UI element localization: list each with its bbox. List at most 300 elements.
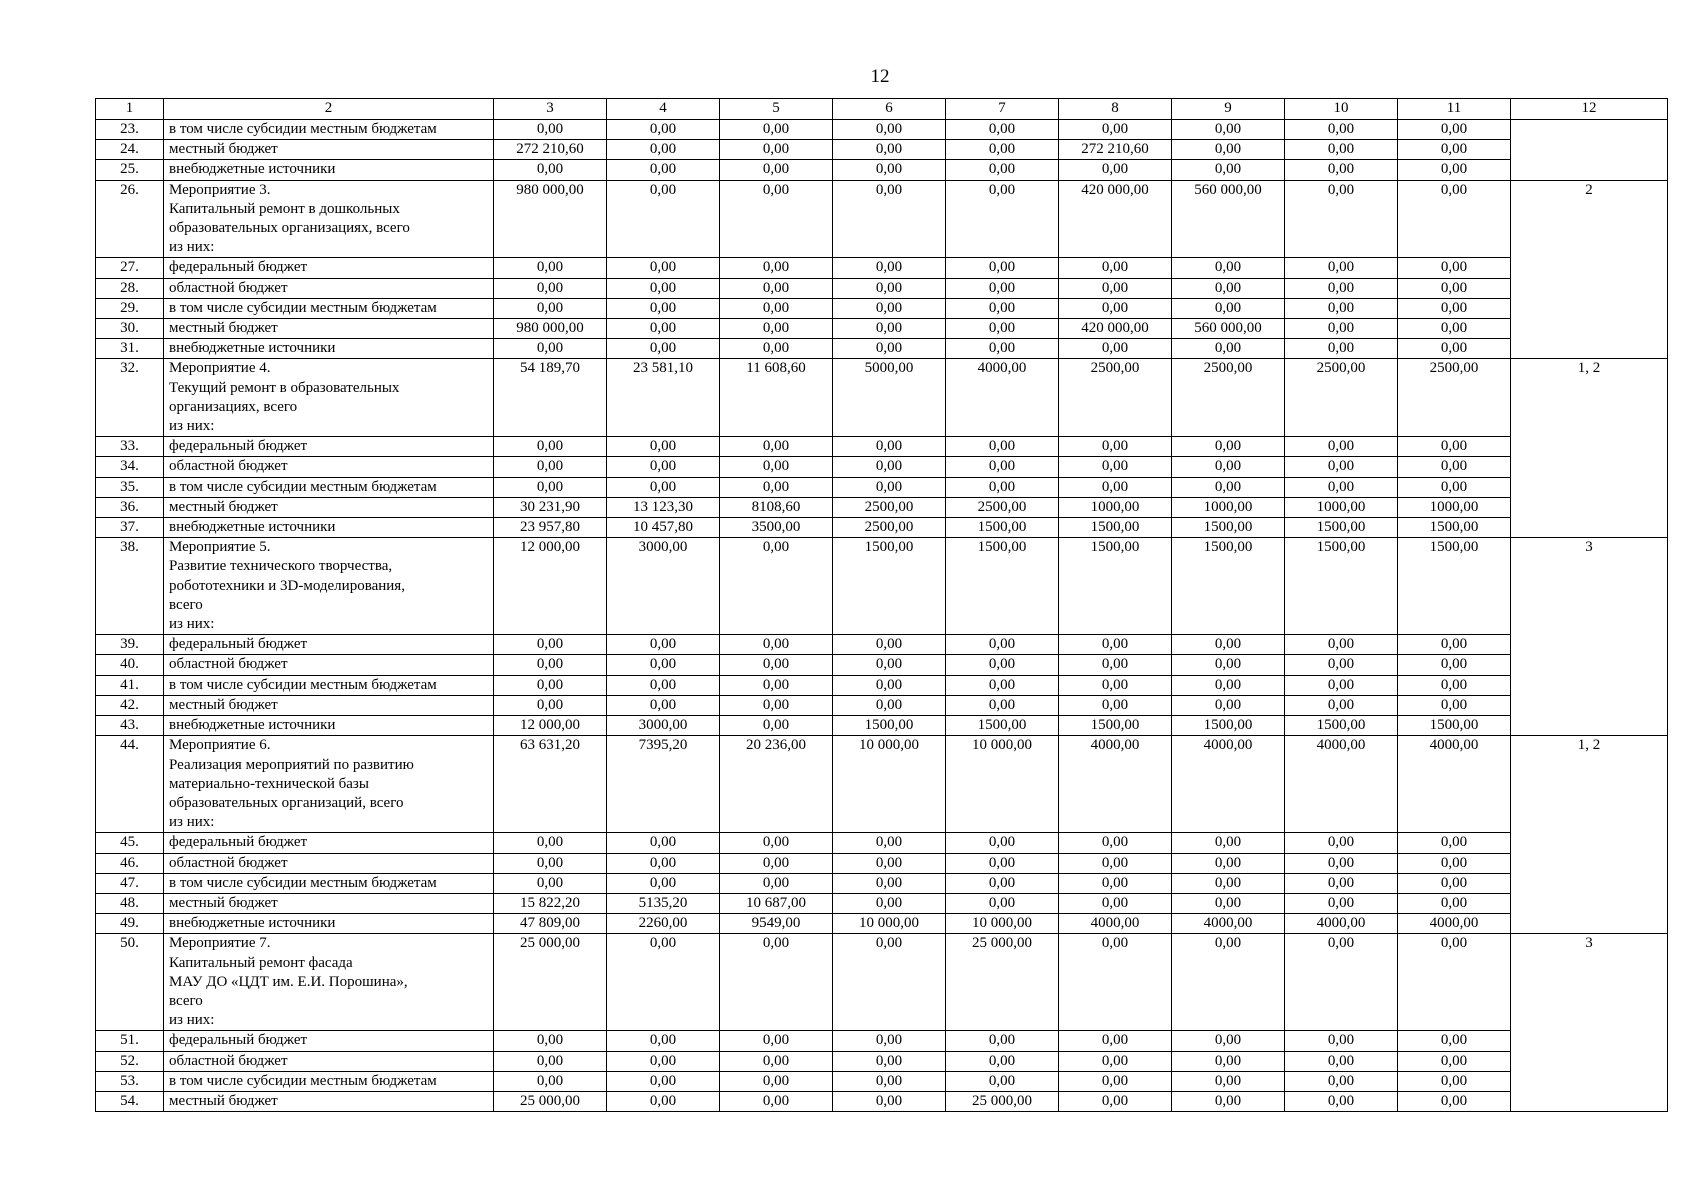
value-cell: 54 189,70 — [494, 359, 607, 437]
value-cell: 0,00 — [946, 477, 1059, 497]
value-cell: 0,00 — [720, 716, 833, 736]
value-cell: 0,00 — [1285, 339, 1398, 359]
value-cell: 1500,00 — [1059, 716, 1172, 736]
value-cell: 1500,00 — [946, 716, 1059, 736]
task-reference-cell — [1511, 120, 1668, 181]
table-row — [96, 538, 1668, 635]
row-name-line: в том числе субсидии местным бюджетам — [169, 478, 437, 495]
value-cell: 63 631,20 — [494, 736, 607, 833]
row-name — [164, 538, 494, 635]
value-cell: 0,00 — [1059, 339, 1172, 359]
table-row — [96, 140, 1668, 160]
value-cell: 0,00 — [1398, 180, 1511, 258]
value-cell: 0,00 — [1059, 833, 1172, 853]
row-name — [164, 934, 494, 1031]
value-cell: 0,00 — [1398, 298, 1511, 318]
value-cell: 0,00 — [720, 853, 833, 873]
value-cell: 0,00 — [1398, 160, 1511, 180]
value-cell: 0,00 — [494, 635, 607, 655]
value-cell: 3000,00 — [607, 716, 720, 736]
value-cell: 0,00 — [1398, 873, 1511, 893]
row-number: 35. — [96, 477, 164, 497]
value-cell: 0,00 — [720, 1091, 833, 1111]
value-cell: 0,00 — [1172, 1031, 1285, 1051]
value-cell: 0,00 — [946, 319, 1059, 339]
value-cell: 0,00 — [1172, 934, 1285, 1031]
row-name-line: из них: — [169, 418, 215, 435]
value-cell: 0,00 — [720, 1071, 833, 1091]
value-cell: 0,00 — [1285, 893, 1398, 913]
task-reference-cell: 2 — [1511, 180, 1668, 359]
value-cell: 0,00 — [494, 298, 607, 318]
value-cell: 0,00 — [946, 457, 1059, 477]
row-number: 49. — [96, 914, 164, 934]
value-cell: 3500,00 — [720, 518, 833, 538]
row-number: 42. — [96, 695, 164, 715]
row-name-line: внебюджетные источники — [169, 519, 336, 536]
table-row — [96, 437, 1668, 457]
value-cell: 10 000,00 — [833, 914, 946, 934]
value-cell: 0,00 — [1285, 934, 1398, 1031]
value-cell: 420 000,00 — [1059, 319, 1172, 339]
value-cell: 12 000,00 — [494, 716, 607, 736]
value-cell: 0,00 — [1285, 655, 1398, 675]
row-name — [164, 695, 494, 715]
row-number: 39. — [96, 635, 164, 655]
row-name — [164, 140, 494, 160]
value-cell: 0,00 — [1398, 1091, 1511, 1111]
value-cell: 0,00 — [1285, 1091, 1398, 1111]
row-name-line: Реализация мероприятий по развитию — [169, 756, 414, 773]
header-cell: 5 — [720, 99, 833, 120]
table-row — [96, 298, 1668, 318]
value-cell: 0,00 — [1285, 120, 1398, 140]
row-name-line: федеральный бюджет — [169, 834, 308, 851]
value-cell: 0,00 — [720, 278, 833, 298]
row-name — [164, 655, 494, 675]
value-cell: 980 000,00 — [494, 319, 607, 339]
row-name-line: федеральный бюджет — [169, 438, 308, 455]
header-cell: 4 — [607, 99, 720, 120]
value-cell: 0,00 — [1398, 675, 1511, 695]
value-cell: 0,00 — [946, 833, 1059, 853]
table-row — [96, 339, 1668, 359]
value-cell: 0,00 — [1285, 833, 1398, 853]
value-cell: 5000,00 — [833, 359, 946, 437]
value-cell: 2500,00 — [1059, 359, 1172, 437]
row-name-line: Капитальный ремонт фасада — [169, 954, 353, 971]
row-name-line: Текущий ремонт в образовательных — [169, 379, 400, 396]
row-number: 48. — [96, 893, 164, 913]
row-name-line: Мероприятие 5. — [169, 539, 271, 556]
value-cell: 0,00 — [1172, 437, 1285, 457]
row-name-line: из них: — [169, 814, 215, 831]
value-cell: 0,00 — [607, 258, 720, 278]
value-cell: 4000,00 — [1172, 914, 1285, 934]
table-row — [96, 655, 1668, 675]
value-cell: 0,00 — [1398, 893, 1511, 913]
value-cell: 0,00 — [494, 120, 607, 140]
value-cell: 0,00 — [1285, 140, 1398, 160]
row-number: 50. — [96, 934, 164, 1031]
row-name — [164, 258, 494, 278]
value-cell: 0,00 — [607, 298, 720, 318]
row-number: 30. — [96, 319, 164, 339]
value-cell: 10 000,00 — [946, 914, 1059, 934]
value-cell: 0,00 — [607, 1031, 720, 1051]
value-cell: 0,00 — [494, 655, 607, 675]
value-cell: 0,00 — [1285, 258, 1398, 278]
value-cell: 25 000,00 — [946, 934, 1059, 1031]
value-cell: 0,00 — [720, 1051, 833, 1071]
value-cell: 0,00 — [1059, 635, 1172, 655]
table-row — [96, 934, 1668, 1031]
table-row — [96, 1031, 1668, 1051]
row-name-line: материально-технической базы — [169, 775, 369, 792]
row-name — [164, 1091, 494, 1111]
value-cell: 0,00 — [607, 339, 720, 359]
value-cell: 0,00 — [720, 675, 833, 695]
value-cell: 0,00 — [833, 120, 946, 140]
value-cell: 0,00 — [1285, 437, 1398, 457]
value-cell: 0,00 — [946, 675, 1059, 695]
value-cell: 0,00 — [1285, 1071, 1398, 1091]
row-name — [164, 359, 494, 437]
value-cell: 0,00 — [1398, 1071, 1511, 1091]
table-row — [96, 675, 1668, 695]
table-row — [96, 477, 1668, 497]
value-cell: 0,00 — [1172, 893, 1285, 913]
row-name-line: областной бюджет — [169, 458, 288, 475]
row-name-line: в том числе субсидии местным бюджетам — [169, 299, 437, 316]
header-cell: 8 — [1059, 99, 1172, 120]
task-reference-cell: 1, 2 — [1511, 359, 1668, 538]
value-cell: 0,00 — [1398, 695, 1511, 715]
value-cell: 0,00 — [1172, 278, 1285, 298]
value-cell: 1000,00 — [1059, 497, 1172, 517]
value-cell: 0,00 — [833, 160, 946, 180]
row-name-line: в том числе субсидии местным бюджетам — [169, 121, 437, 137]
value-cell: 0,00 — [1398, 655, 1511, 675]
row-number: 40. — [96, 655, 164, 675]
table-row — [96, 893, 1668, 913]
row-name — [164, 1071, 494, 1091]
value-cell: 0,00 — [833, 258, 946, 278]
task-reference-cell: 1, 2 — [1511, 736, 1668, 934]
value-cell: 0,00 — [946, 160, 1059, 180]
value-cell: 0,00 — [607, 873, 720, 893]
value-cell: 1500,00 — [1172, 518, 1285, 538]
value-cell: 0,00 — [1285, 675, 1398, 695]
row-number: 43. — [96, 716, 164, 736]
value-cell: 0,00 — [607, 1071, 720, 1091]
value-cell: 2500,00 — [1398, 359, 1511, 437]
value-cell: 15 822,20 — [494, 893, 607, 913]
value-cell: 0,00 — [720, 120, 833, 140]
value-cell: 0,00 — [946, 120, 1059, 140]
value-cell: 0,00 — [946, 1031, 1059, 1051]
budget-table — [95, 98, 1668, 1112]
table-row — [96, 853, 1668, 873]
value-cell: 980 000,00 — [494, 180, 607, 258]
table-row — [96, 518, 1668, 538]
value-cell: 0,00 — [1285, 1031, 1398, 1051]
row-name-line: из них: — [169, 1012, 215, 1029]
row-name — [164, 437, 494, 457]
table-row — [96, 1051, 1668, 1071]
value-cell: 4000,00 — [1285, 914, 1398, 934]
value-cell: 0,00 — [607, 477, 720, 497]
row-name-line: Мероприятие 7. — [169, 935, 271, 952]
value-cell: 0,00 — [1398, 258, 1511, 278]
row-name — [164, 914, 494, 934]
value-cell: 0,00 — [1172, 675, 1285, 695]
header-row — [96, 99, 1668, 120]
value-cell: 0,00 — [607, 695, 720, 715]
value-cell: 0,00 — [946, 873, 1059, 893]
value-cell: 0,00 — [720, 934, 833, 1031]
value-cell: 0,00 — [607, 457, 720, 477]
value-cell: 0,00 — [1059, 675, 1172, 695]
value-cell: 1500,00 — [1172, 538, 1285, 635]
value-cell: 0,00 — [1398, 635, 1511, 655]
value-cell: 1500,00 — [946, 518, 1059, 538]
row-name-line: местный бюджет — [169, 498, 278, 515]
row-number: 24. — [96, 140, 164, 160]
row-name-line: Мероприятие 4. — [169, 360, 271, 377]
value-cell: 0,00 — [1059, 853, 1172, 873]
value-cell: 0,00 — [1285, 635, 1398, 655]
value-cell: 1500,00 — [1285, 518, 1398, 538]
value-cell: 0,00 — [494, 1071, 607, 1091]
value-cell: 4000,00 — [1172, 736, 1285, 833]
value-cell: 0,00 — [1059, 1051, 1172, 1071]
value-cell: 0,00 — [1172, 120, 1285, 140]
row-name — [164, 278, 494, 298]
value-cell: 4000,00 — [1059, 914, 1172, 934]
table-row — [96, 180, 1668, 258]
value-cell: 8108,60 — [720, 497, 833, 517]
value-cell: 0,00 — [946, 853, 1059, 873]
value-cell: 2500,00 — [833, 497, 946, 517]
header-cell: 11 — [1398, 99, 1511, 120]
value-cell: 5135,20 — [607, 893, 720, 913]
value-cell: 0,00 — [1172, 635, 1285, 655]
value-cell: 1500,00 — [1059, 518, 1172, 538]
value-cell: 560 000,00 — [1172, 180, 1285, 258]
page-number: 12 — [870, 66, 890, 87]
table-row — [96, 319, 1668, 339]
value-cell: 0,00 — [1059, 1091, 1172, 1111]
row-name — [164, 1031, 494, 1051]
value-cell: 0,00 — [1172, 1051, 1285, 1071]
value-cell: 0,00 — [720, 538, 833, 635]
table-row — [96, 359, 1668, 437]
value-cell: 0,00 — [1398, 1051, 1511, 1071]
value-cell: 0,00 — [1398, 339, 1511, 359]
value-cell: 0,00 — [494, 278, 607, 298]
value-cell: 0,00 — [720, 160, 833, 180]
table-row — [96, 914, 1668, 934]
row-name — [164, 518, 494, 538]
value-cell: 0,00 — [946, 258, 1059, 278]
value-cell: 0,00 — [833, 675, 946, 695]
value-cell: 3000,00 — [607, 538, 720, 635]
value-cell: 0,00 — [833, 437, 946, 457]
value-cell: 0,00 — [1285, 695, 1398, 715]
row-name — [164, 298, 494, 318]
value-cell: 0,00 — [494, 833, 607, 853]
value-cell: 9549,00 — [720, 914, 833, 934]
row-name-line: Капитальный ремонт в дошкольных — [169, 200, 400, 217]
row-name-line: местный бюджет — [169, 141, 278, 158]
value-cell: 1500,00 — [833, 716, 946, 736]
value-cell: 0,00 — [1172, 457, 1285, 477]
row-name-line: федеральный бюджет — [169, 259, 308, 276]
value-cell: 0,00 — [494, 1031, 607, 1051]
value-cell: 0,00 — [494, 873, 607, 893]
table-row — [96, 278, 1668, 298]
row-name-line: федеральный бюджет — [169, 636, 308, 653]
row-name — [164, 893, 494, 913]
value-cell: 0,00 — [1172, 298, 1285, 318]
value-cell: 0,00 — [607, 1051, 720, 1071]
row-name-line: областной бюджет — [169, 279, 288, 296]
value-cell: 0,00 — [607, 853, 720, 873]
value-cell: 0,00 — [720, 635, 833, 655]
row-name — [164, 635, 494, 655]
value-cell: 0,00 — [1059, 934, 1172, 1031]
value-cell: 0,00 — [946, 1071, 1059, 1091]
value-cell: 20 236,00 — [720, 736, 833, 833]
row-number: 34. — [96, 457, 164, 477]
value-cell: 272 210,60 — [494, 140, 607, 160]
row-number: 51. — [96, 1031, 164, 1051]
value-cell: 0,00 — [833, 934, 946, 1031]
value-cell: 0,00 — [1172, 873, 1285, 893]
value-cell: 0,00 — [1172, 833, 1285, 853]
value-cell: 4000,00 — [1398, 736, 1511, 833]
row-name-line: из них: — [169, 616, 215, 633]
value-cell: 0,00 — [1172, 258, 1285, 278]
value-cell: 0,00 — [494, 160, 607, 180]
row-name-line: МАУ ДО «ЦДТ им. Е.И. Порошина», — [169, 973, 408, 990]
value-cell: 0,00 — [494, 437, 607, 457]
value-cell: 0,00 — [1285, 853, 1398, 873]
row-name-line: местный бюджет — [169, 320, 278, 337]
value-cell: 10 000,00 — [946, 736, 1059, 833]
value-cell: 0,00 — [833, 655, 946, 675]
table-row — [96, 695, 1668, 715]
row-name-line: Мероприятие 3. — [169, 181, 271, 198]
value-cell: 0,00 — [1059, 120, 1172, 140]
value-cell: 23 581,10 — [607, 359, 720, 437]
value-cell: 0,00 — [720, 339, 833, 359]
value-cell: 25 000,00 — [494, 934, 607, 1031]
value-cell: 0,00 — [946, 140, 1059, 160]
value-cell: 0,00 — [607, 278, 720, 298]
value-cell: 0,00 — [833, 298, 946, 318]
value-cell: 0,00 — [946, 655, 1059, 675]
value-cell: 0,00 — [1285, 457, 1398, 477]
row-name-line: областной бюджет — [169, 656, 288, 673]
value-cell: 0,00 — [946, 437, 1059, 457]
value-cell: 0,00 — [494, 477, 607, 497]
value-cell: 0,00 — [1398, 853, 1511, 873]
value-cell: 0,00 — [833, 319, 946, 339]
value-cell: 25 000,00 — [946, 1091, 1059, 1111]
value-cell: 0,00 — [833, 635, 946, 655]
row-name-line: образовательных организаций, всего — [169, 794, 404, 811]
table-row — [96, 497, 1668, 517]
value-cell: 0,00 — [1172, 853, 1285, 873]
value-cell: 0,00 — [1398, 140, 1511, 160]
row-name-line: федеральный бюджет — [169, 1032, 308, 1049]
value-cell: 0,00 — [946, 298, 1059, 318]
table-row — [96, 160, 1668, 180]
value-cell: 560 000,00 — [1172, 319, 1285, 339]
table-body — [96, 99, 1668, 1112]
value-cell: 0,00 — [946, 893, 1059, 913]
value-cell: 0,00 — [1172, 477, 1285, 497]
value-cell: 420 000,00 — [1059, 180, 1172, 258]
header-cell: 9 — [1172, 99, 1285, 120]
row-name — [164, 873, 494, 893]
header-cell: 2 — [164, 99, 494, 120]
row-name-line: внебюджетные источники — [169, 717, 336, 734]
value-cell: 0,00 — [720, 1031, 833, 1051]
value-cell: 0,00 — [1059, 1031, 1172, 1051]
row-name — [164, 675, 494, 695]
value-cell: 0,00 — [494, 1051, 607, 1071]
value-cell: 0,00 — [1172, 140, 1285, 160]
value-cell: 4000,00 — [1285, 736, 1398, 833]
value-cell: 0,00 — [607, 160, 720, 180]
value-cell: 4000,00 — [1059, 736, 1172, 833]
row-number: 36. — [96, 497, 164, 517]
value-cell: 7395,20 — [607, 736, 720, 833]
row-number: 45. — [96, 833, 164, 853]
value-cell: 0,00 — [1398, 833, 1511, 853]
row-number: 37. — [96, 518, 164, 538]
value-cell: 2260,00 — [607, 914, 720, 934]
value-cell: 0,00 — [1285, 477, 1398, 497]
row-number: 32. — [96, 359, 164, 437]
value-cell: 0,00 — [720, 180, 833, 258]
value-cell: 0,00 — [833, 477, 946, 497]
row-name-line: внебюджетные источники — [169, 161, 336, 178]
value-cell: 1500,00 — [1285, 538, 1398, 635]
value-cell: 0,00 — [833, 893, 946, 913]
value-cell: 0,00 — [1172, 655, 1285, 675]
row-name-line: областной бюджет — [169, 1052, 288, 1069]
row-name-line: из них: — [169, 239, 215, 256]
value-cell: 10 000,00 — [833, 736, 946, 833]
row-number: 44. — [96, 736, 164, 833]
value-cell: 25 000,00 — [494, 1091, 607, 1111]
value-cell: 0,00 — [607, 140, 720, 160]
value-cell: 0,00 — [1059, 655, 1172, 675]
header-cell: 1 — [96, 99, 164, 120]
row-name — [164, 160, 494, 180]
value-cell: 1000,00 — [1398, 497, 1511, 517]
row-name-line: в том числе субсидии местным бюджетам — [169, 874, 437, 891]
row-name — [164, 853, 494, 873]
value-cell: 0,00 — [720, 319, 833, 339]
value-cell: 2500,00 — [833, 518, 946, 538]
value-cell: 0,00 — [720, 477, 833, 497]
value-cell: 12 000,00 — [494, 538, 607, 635]
